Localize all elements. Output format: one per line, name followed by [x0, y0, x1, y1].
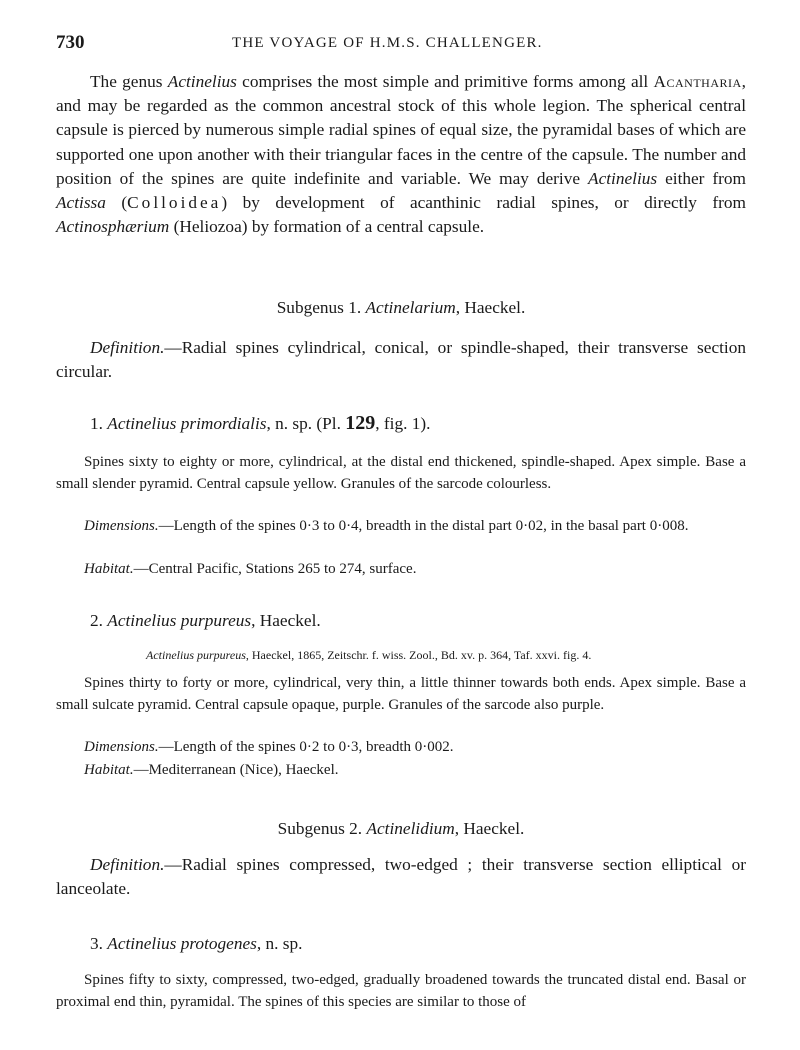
subgenus-2-definition: Definition.—Radial spines compressed, two-edged ; their transverse section elliptical or lanceolate.	[56, 855, 746, 899]
plate-number: 129	[345, 412, 376, 434]
subgenus-1-heading: Subgenus 1. Actinelarium, Haeckel.	[276, 298, 526, 317]
subgenus-2-heading: Subgenus 2. Actinelidium, Haeckel.	[277, 819, 525, 838]
species-1-habitat: Habitat.—Central Pacific, Stations 265 to 274, surface.	[84, 561, 417, 577]
running-title: THE VOYAGE OF H.M.S. CHALLENGER.	[232, 35, 543, 51]
species-2-dimensions: Dimensions.—Length of the spines 0·2 to 0·3, breadth 0·002.	[84, 739, 454, 755]
species-2-habitat: Habitat.—Mediterranean (Nice), Haeckel.	[84, 762, 339, 778]
species-2-heading: 2. Actinelius purpureus, Haeckel.	[90, 611, 321, 630]
species-3-description: Spines fifty to sixty, compressed, two-edged, gradually broadened towards the truncated distal end. Basal or proximal end thin, pyramidal. The spines of this species are similar to those of	[56, 972, 746, 1010]
dimensions-label: Dimensions.	[84, 518, 159, 534]
intro-paragraph: The genus Actinelius comprises the most simple and primitive forms among all Acantharia, and may be regarded as the common ancestral stock of this whole legion. The spherical central capsule is pierced by numerous simple radial spines of equal size, the pyramidal bases of which are supported one upon another with their triangular faces in the centre of the capsule. The number and position of the spines are quite indefinite and variable. We may derive Actinelius either from Actissa (Colloidea) by development of acanthinic radial spines, or directly from Actinosphærium (Heliozoa) by formation of a central capsule.	[56, 72, 746, 237]
species-2-synonymy: Actinelius purpureus, Haeckel, 1865, Zeitschr. f. wiss. Zool., Bd. xv. p. 364, Taf. xxvi. fig. 4.	[146, 648, 592, 662]
species-1-description: Spines sixty to eighty or more, cylindrical, at the distal end thickened, spindle-shaped. Apex simple. Base a small slender pyramid. Central capsule yellow. Granules of the sarcode colourless.	[56, 454, 746, 492]
definition-label: Definition.	[90, 338, 165, 357]
habitat-label: Habitat.	[84, 561, 134, 577]
species-1-heading: 1. Actinelius primordialis, n. sp. (Pl. 129, fig. 1).	[90, 412, 431, 434]
acantharia-term: Acantharia	[653, 72, 742, 91]
colloidea-term: Colloidea	[127, 193, 222, 213]
subgenus-1-definition: Definition.—Radial spines cylindrical, conical, or spindle-shaped, their transverse section circular.	[56, 338, 746, 382]
species-2-description: Spines thirty to forty or more, cylindrical, very thin, a little thinner towards both ends. Apex simple. Base a small sulcate pyramid. Central capsule opaque, purple. Granules of the sarcode also purple.	[56, 675, 746, 713]
genus-name: Actinelius	[167, 72, 237, 91]
page-header	[56, 32, 746, 56]
species-1-dimensions: Dimensions.—Length of the spines 0·3 to 0·4, breadth in the distal part 0·02, in the basal part 0·008.	[84, 518, 689, 534]
page-number: 730	[56, 32, 85, 53]
species-3-heading: 3. Actinelius protogenes, n. sp.	[90, 934, 303, 953]
